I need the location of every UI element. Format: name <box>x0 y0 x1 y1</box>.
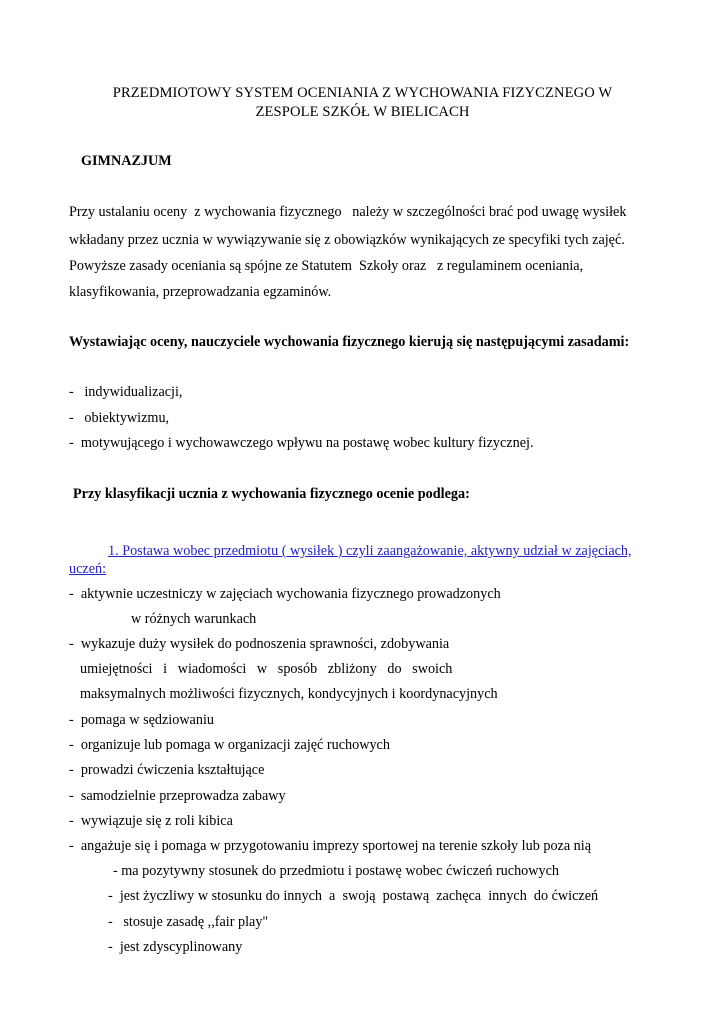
principle-item: - obiektywizmu, <box>69 410 170 426</box>
criterion-1-heading-link[interactable]: 1. Postawa wobec przedmiotu ( wysiłek ) czyli zaangażowanie, aktywny udział w zajęciach, <box>108 543 632 559</box>
criterion-item: - angażuje się i pomaga w przygotowaniu imprezy sportowej na terenie szkoły lub poza nią <box>69 838 592 854</box>
classification-heading: Przy klasyfikacji ucznia z wychowania fizycznego ocenie podlega: <box>73 486 470 502</box>
criterion-item: w różnych warunkach <box>131 611 257 627</box>
criterion-item: maksymalnych możliwości fizycznych, kondycyjnych i koordynacyjnych <box>80 686 498 702</box>
document-title-line-2: ZESPOLE SZKÓŁ W BIELICACH <box>255 104 470 120</box>
intro-line: Powyższe zasady oceniania są spójne ze Statutem Szkoły oraz z regulaminem oceniania, <box>69 258 584 274</box>
document-title-line-1: PRZEDMIOTOWY SYSTEM OCENIANIA Z WYCHOWANIA FIZYCZNEGO W <box>112 85 613 101</box>
principles-heading: Wystawiając oceny, nauczyciele wychowania fizycznego kierują się następującymi zasadami: <box>69 334 630 350</box>
intro-line: klasyfikowania, przeprowadzania egzaminów. <box>69 284 332 300</box>
criterion-item: - wywiązuje się z roli kibica <box>69 813 233 829</box>
criterion-item: - stosuje zasadę ,,fair play" <box>108 914 269 930</box>
criterion-item: - aktywnie uczestniczy w zajęciach wychowania fizycznego prowadzonych <box>69 586 501 602</box>
criterion-item: - ma pozytywny stosunek do przedmiotu i postawę wobec ćwiczeń ruchowych <box>113 863 559 879</box>
intro-line: wkładany przez ucznia w wywiązywanie się z obowiązków wynikających ze specyfiki tych zajęć. <box>69 232 625 248</box>
criterion-item: - organizuje lub pomaga w organizacji zajęć ruchowych <box>69 737 390 753</box>
criterion-item: - pomaga w sędziowaniu <box>69 712 214 728</box>
criterion-item: - jest życzliwy w stosunku do innych a swoją postawą zachęca innych do ćwiczeń <box>108 888 599 904</box>
criterion-1-heading-link-continuation[interactable]: uczeń: <box>69 561 107 577</box>
criterion-item: - jest zdyscyplinowany <box>108 939 243 955</box>
criterion-item: - samodzielnie przeprowadza zabawy <box>69 788 286 804</box>
principle-item: - motywującego i wychowawczego wpływu na postawę wobec kultury fizycznej. <box>69 435 534 451</box>
criterion-item: - wykazuje duży wysiłek do podnoszenia sprawności, zdobywania <box>69 636 450 652</box>
intro-line: Przy ustalaniu oceny z wychowania fizycznego należy w szczególności brać pod uwagę wysiłek <box>69 204 627 220</box>
criterion-item: - prowadzi ćwiczenia kształtujące <box>69 762 265 778</box>
principle-item: - indywidualizacji, <box>69 384 183 400</box>
criterion-item: umiejętności i wiadomości w sposób zbliżony do swoich <box>80 661 453 677</box>
section-heading: GIMNAZJUM <box>81 153 172 169</box>
